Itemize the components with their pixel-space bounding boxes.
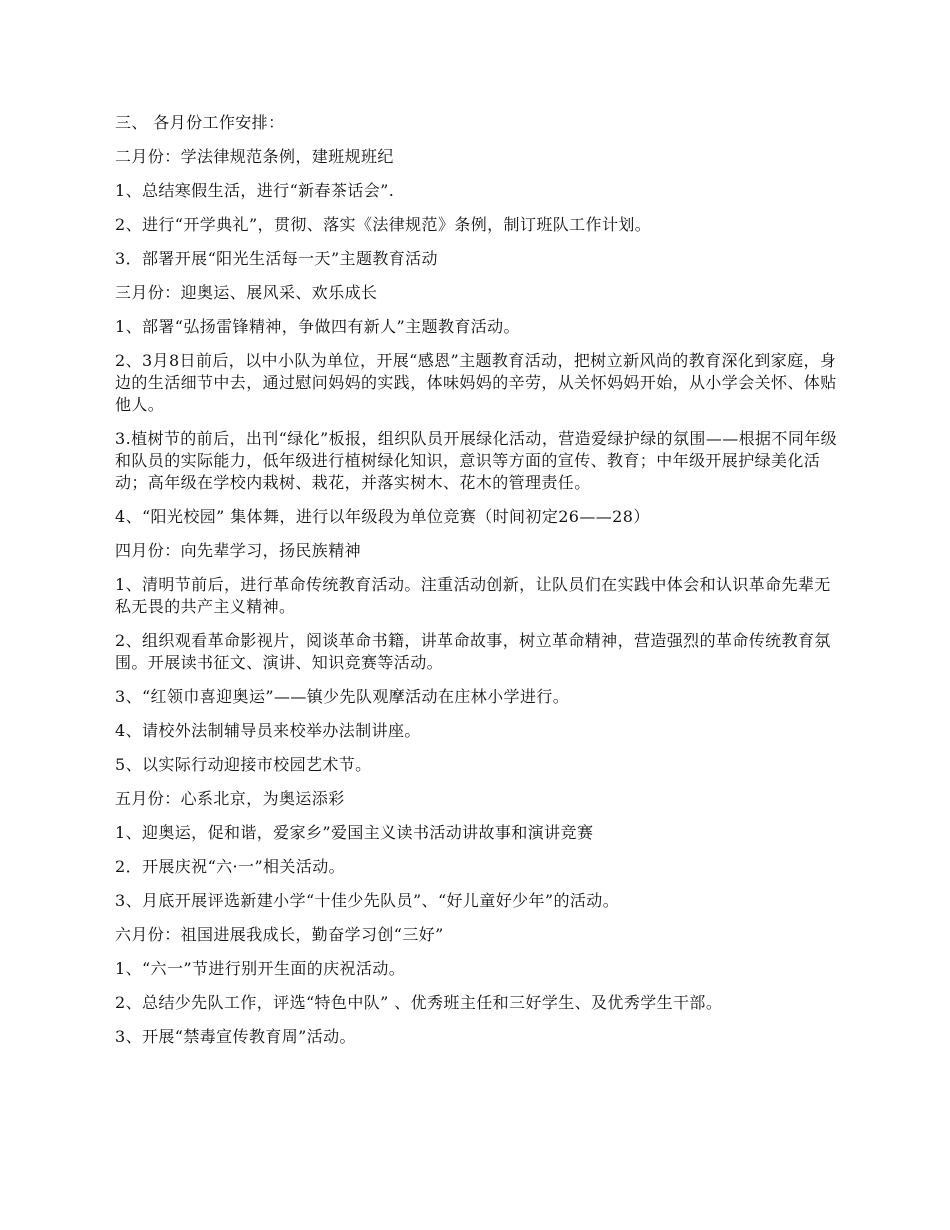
- document-body: [115, 112, 840, 1060]
- list-item: 3、开展“禁毒宣传教育周”活动。: [115, 1027, 356, 1046]
- list-item: 1、清明节前后，进行革命传统教育活动。注重活动创新，让队员们在实践中体会和认识革命先辈无私无畏的共产主义精神。: [115, 575, 831, 616]
- month-heading-february: 二月份：学法律规范条例，建班规班纪: [115, 147, 394, 166]
- list-item: 2、3月8日前后，以中小队为单位，开展“感恩”主题教育活动，把树立新风尚的教育深化到家庭，身边的生活细节中去，通过慰问妈妈的实践，体味妈妈的辛劳，从关怀妈妈开始，从小学会关怀、体贴他人。: [115, 351, 837, 414]
- month-heading-may: 五月份：心系北京，为奥运添彩: [115, 789, 345, 808]
- section-heading: 三、 各月份工作安排：: [115, 113, 285, 132]
- list-item: 5、以实际行动迎接市校园艺术节。: [115, 755, 372, 774]
- list-item: 2、进行“开学典礼”，贯彻、落实《法律规范》条例，制订班队工作计划。: [115, 215, 652, 234]
- list-item: 2、组织观看革命影视片，阅谈革命书籍，讲革命故事，树立革命精神，营造强烈的革命传统教育氛围。开展读书征文、演讲、知识竞赛等活动。: [115, 631, 831, 672]
- month-heading-march: 三月份：迎奥运、展风采、欢乐成长: [115, 283, 378, 302]
- list-item: 3.植树节的前后，出刊“绿化”板报，组织队员开展绿化活动，营造爱绿护绿的氛围——根据不同年级和队员的实际能力，低年级进行植树绿化知识，意识等方面的宣传、教育；中年级开展护绿美化活动；高年级在学校内栽树、栽花，并落实树木、花木的管理责任。: [115, 429, 838, 492]
- month-heading-april: 四月份：向先辈学习，扬民族精神: [115, 541, 362, 560]
- list-item: 3．部署开展“阳光生活每一天”主题教育活动: [115, 249, 438, 268]
- month-heading-june: 六月份：祖国进展我成长，勤奋学习创“三好”: [115, 925, 444, 944]
- list-item: 1、迎奥运，促和谐，爱家乡”爱国主义读书活动讲故事和演讲竞赛: [115, 823, 594, 842]
- list-item: 4、“阳光校园” 集体舞，进行以年级段为单位竞赛（时间初定26——28）: [115, 507, 650, 526]
- list-item: 2、总结少先队工作，评选“特色中队” 、优秀班主任和三好学生、及优秀学生干部。: [115, 993, 723, 1012]
- list-item: 3、“红领巾喜迎奥运”——镇少先队观摩活动在庄林小学进行。: [115, 687, 570, 706]
- list-item: 1、“六一”节进行别开生面的庆祝活动。: [115, 959, 406, 978]
- list-item: 4、请校外法制辅导员来校举办法制讲座。: [115, 721, 421, 740]
- list-item: 1、部署“弘扬雷锋精神，争做四有新人”主题教育活动。: [115, 317, 520, 336]
- list-item: 1、总结寒假生活，进行“新春茶话会”.: [115, 181, 395, 200]
- list-item: 3、月底开展评选新建小学“十佳少先队员”、“好儿童好少年”的活动。: [115, 891, 620, 910]
- list-item: 2．开展庆祝“六·一”相关活动。: [115, 857, 346, 876]
